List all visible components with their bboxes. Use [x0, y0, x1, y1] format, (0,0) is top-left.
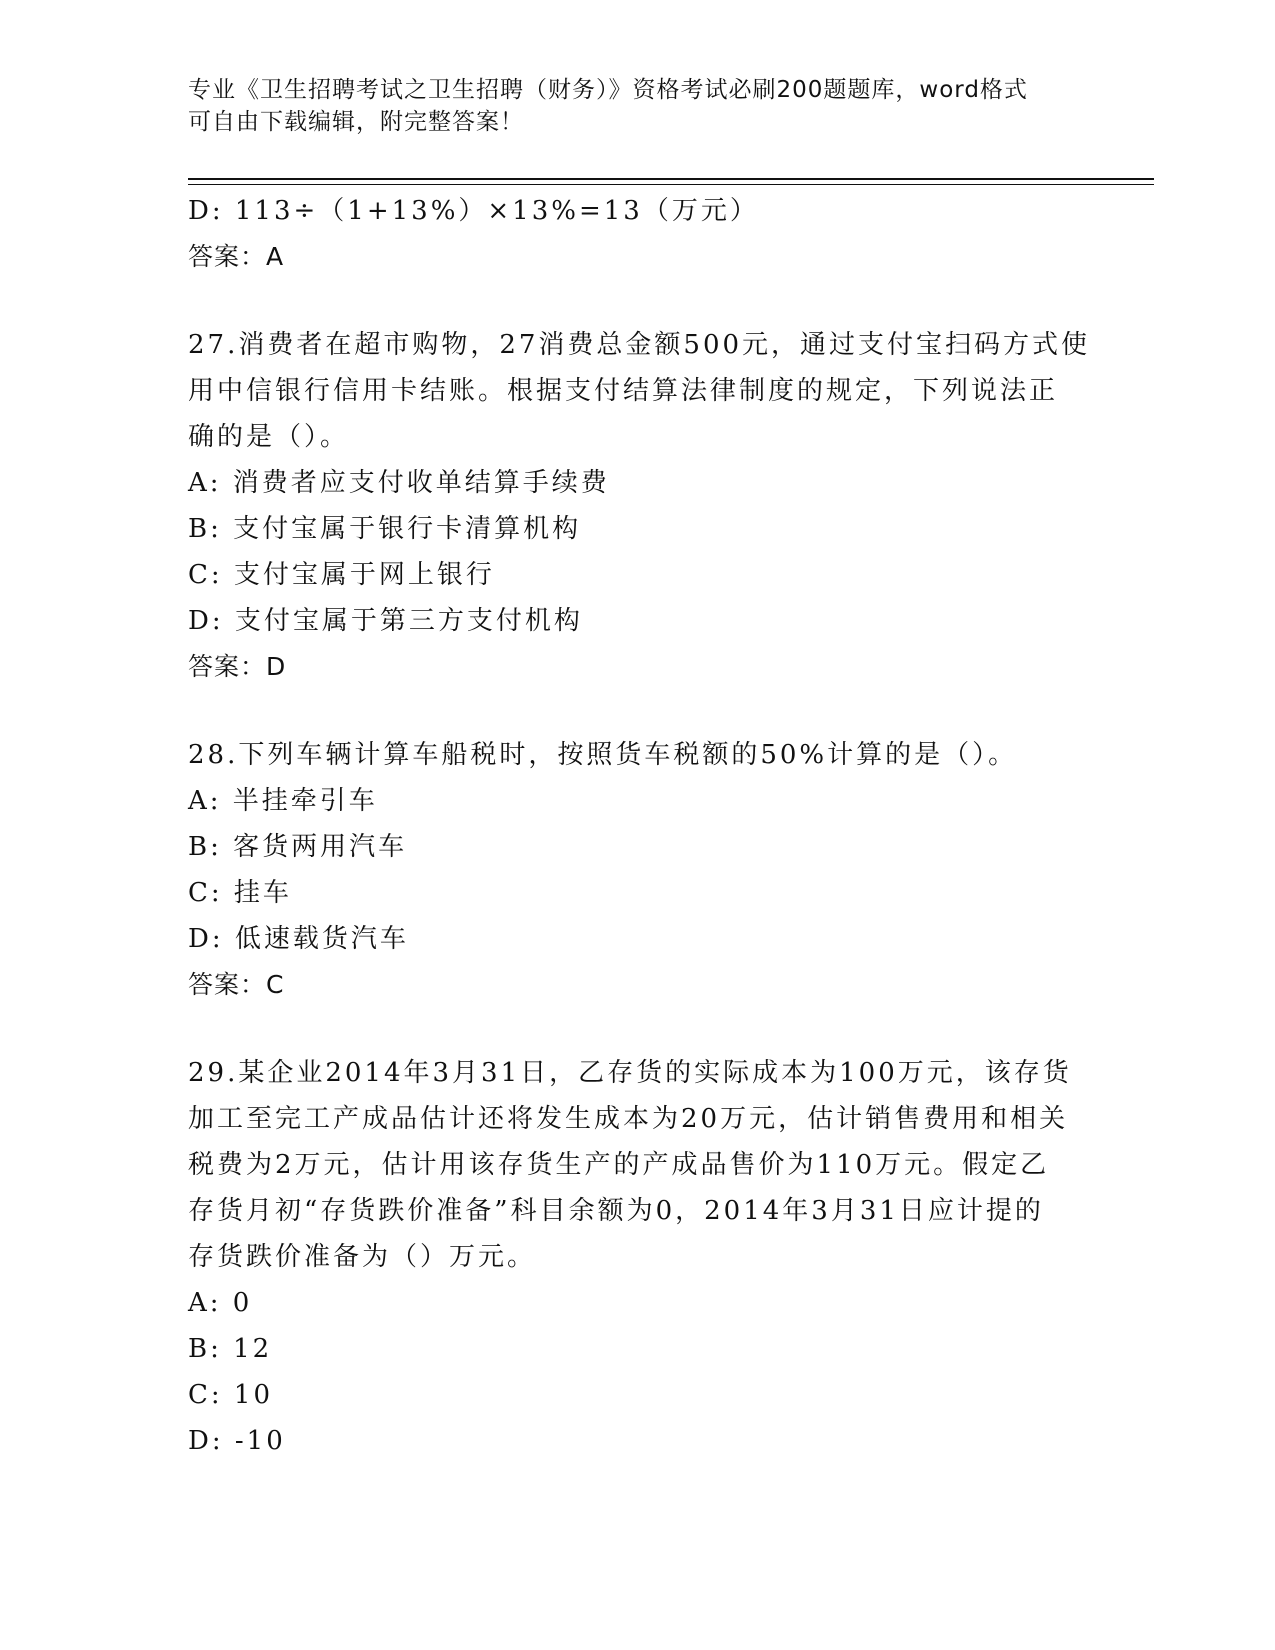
option-c: C: 10 [188, 1380, 274, 1410]
option-d: D: 低速载货汽车 [188, 924, 409, 954]
spacer [188, 690, 1088, 732]
question-28 [188, 732, 1088, 1008]
question-stem-line: 税费为2万元，估计用该存货生产的产成品售价为110万元。假定乙 [188, 1150, 1050, 1180]
question-stem-line: 用中信银行信用卡结账。根据支付结算法律制度的规定，下列说法正 [188, 376, 1059, 406]
question-stem-line: 27.消费者在超市购物，27消费总金额500元，通过支付宝扫码方式使 [188, 330, 1091, 360]
question-29 [188, 1050, 1088, 1464]
header-title-line-1: 专业《卫生招聘考试之卫生招聘（财务）》资格考试必刷200题题库，word格式 [188, 77, 1028, 103]
option-a: A: 消费者应支付收单结算手续费 [188, 468, 610, 498]
answer-line: 答案：D [188, 652, 287, 681]
document-header [188, 74, 1088, 138]
question-stem-line: 29.某企业2014年3月31日，乙存货的实际成本为100万元，该存货 [188, 1058, 1072, 1088]
question-stem-line: 存货月初“存货跌价准备”科目余额为0，2014年3月31日应计提的 [188, 1196, 1044, 1226]
header-divider-thin [188, 184, 1154, 185]
option-c: C: 挂车 [188, 878, 292, 908]
question-stem-line: 28.下列车辆计算车船税时，按照货车税额的50%计算的是（）。 [188, 740, 1018, 770]
option-a: A: 0 [188, 1288, 253, 1318]
option-d: D: 支付宝属于第三方支付机构 [188, 606, 583, 636]
question-stem-line: 确的是（）。 [188, 422, 350, 452]
option-b: B: 客货两用汽车 [188, 832, 408, 862]
spacer [188, 280, 1088, 322]
answer-line: 答案：A [188, 242, 285, 271]
header-title-line-2: 可自由下载编辑，附完整答案！ [188, 109, 524, 135]
spacer [188, 1008, 1088, 1050]
option-c: C: 支付宝属于网上银行 [188, 560, 495, 590]
header-divider-thick [188, 178, 1154, 180]
option-b: B: 支付宝属于银行卡清算机构 [188, 514, 582, 544]
previous-question-tail [188, 188, 1088, 280]
question-stem-line: 加工至完工产成品估计还将发生成本为20万元，估计销售费用和相关 [188, 1104, 1069, 1134]
option-a: A: 半挂牵引车 [188, 786, 378, 816]
question-stem-line: 存货跌价准备为（）万元。 [188, 1242, 537, 1272]
question-list [188, 188, 1091, 1464]
answer-line: 答案：C [188, 970, 285, 999]
question-27 [188, 322, 1091, 690]
option-b: B: 12 [188, 1334, 273, 1364]
option-d: D: 113÷（1+13%）×13%=13（万元） [188, 196, 759, 226]
option-d: D: -10 [188, 1426, 286, 1456]
